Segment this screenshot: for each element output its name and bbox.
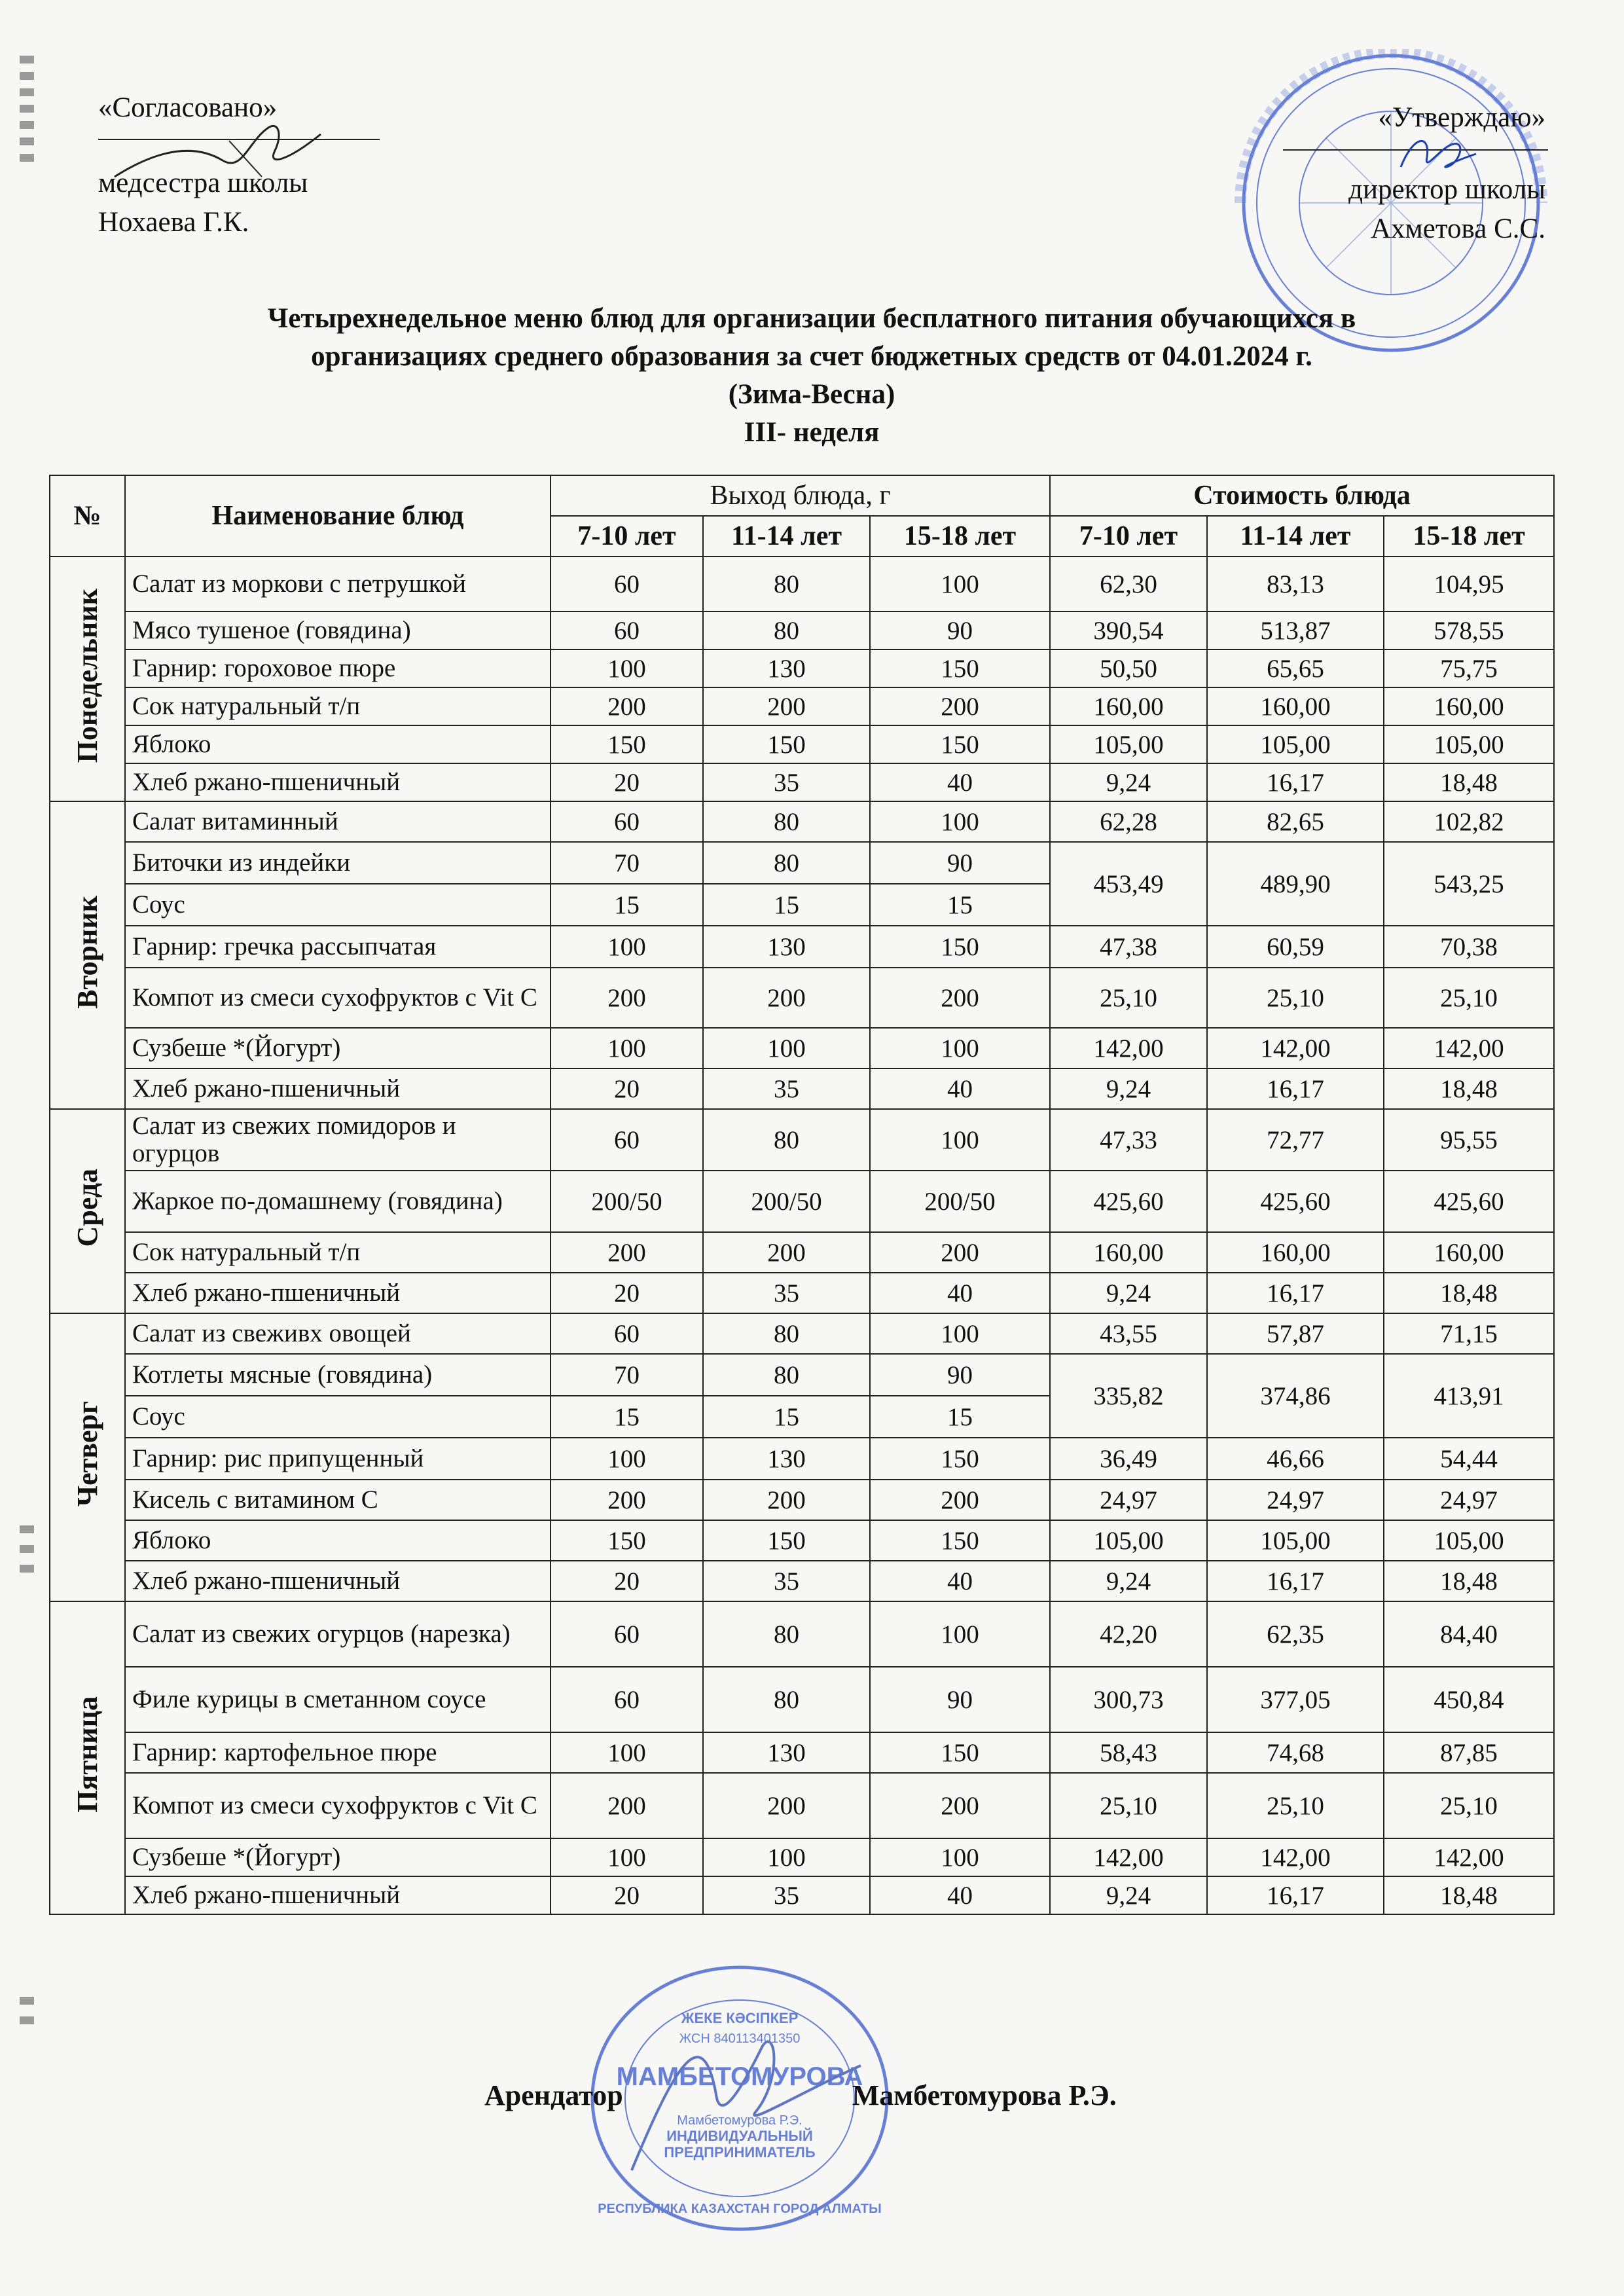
table-row [50,1667,1554,1732]
cost-cell: 42,20 [1050,1601,1207,1667]
col-header-num: № [50,475,125,556]
cost-cell: 104,95 [1384,556,1554,611]
yield-cell: 200 [870,1232,1050,1273]
dish-name: Биточки из индейки [125,842,550,884]
table-row [50,556,1554,611]
day-label: Вторник [71,895,103,1009]
title-line-1: Четырехнедельное меню блюд для организации бесплатного питания обучающихся в [267,303,1356,334]
cost-cell: 9,24 [1050,1273,1207,1313]
yield-cell: 35 [703,1068,870,1109]
cost-cell: 62,30 [1050,556,1207,611]
cost-cell: 54,44 [1384,1438,1554,1480]
cost-cell: 9,24 [1050,1068,1207,1109]
yield-cell: 35 [703,1561,870,1601]
cost-cell: 24,97 [1384,1480,1554,1520]
cost-cell: 425,60 [1384,1171,1554,1232]
cost-cell: 390,54 [1050,611,1207,649]
day-label: Среда [71,1169,103,1247]
yield-cell: 200 [870,968,1050,1028]
dish-name: Хлеб ржано-пшеничный [125,763,550,801]
table-row [50,1028,1554,1068]
yield-cell: 15 [870,1396,1050,1438]
yield-cell: 70 [550,842,703,884]
cost-cell: 142,00 [1050,1838,1207,1876]
cost-cell: 87,85 [1384,1732,1554,1773]
yield-cell: 150 [550,1520,703,1561]
yield-cell: 100 [550,1438,703,1480]
cost-cell: 142,00 [1384,1838,1554,1876]
cost-cell: 58,43 [1050,1732,1207,1773]
yield-cell: 35 [703,1876,870,1914]
seal-top-text: ЖЕКЕ КӘСІПКЕР [681,2010,799,2026]
yield-cell: 200 [703,1773,870,1838]
yield-cell: 200 [550,1480,703,1520]
yield-cell: 80 [703,1109,870,1171]
dish-name: Хлеб ржано-пшеничный [125,1273,550,1313]
table-row [50,687,1554,725]
yield-cell: 60 [550,611,703,649]
yield-cell: 90 [870,842,1050,884]
yield-cell: 15 [550,1396,703,1438]
seal-ru1-text: ИНДИВИДУАЛЬНЫЙ [666,2128,813,2144]
cost-cell: 18,48 [1384,1876,1554,1914]
day-cell [50,801,125,1109]
cost-cell: 335,82 [1050,1354,1207,1438]
table-row [50,649,1554,687]
approval-right-role: директор школы [1348,174,1545,205]
title-season: (Зима-Весна) [728,379,895,410]
cost-cell: 160,00 [1384,1232,1554,1273]
dish-name: Сок натуральный т/п [125,687,550,725]
cost-cell: 16,17 [1207,1273,1384,1313]
table-row [50,1480,1554,1520]
yield-cell: 200 [870,1773,1050,1838]
yield-cell: 20 [550,1561,703,1601]
dish-name: Яблоко [125,725,550,763]
yield-cell: 100 [703,1838,870,1876]
approval-left-role: медсестра школы [98,168,308,198]
cost-cell: 16,17 [1207,1876,1384,1914]
yield-cell: 130 [703,649,870,687]
cost-cell: 160,00 [1207,687,1384,725]
cost-cell: 62,35 [1207,1601,1384,1667]
day-cell [50,1313,125,1601]
yield-cell: 150 [870,1520,1050,1561]
yield-cell: 20 [550,1273,703,1313]
dish-name: Гарнир: рис припущенный [125,1438,550,1480]
yield-cell: 200 [550,1773,703,1838]
col-header-age: 11-14 лет [703,516,870,556]
footer-label: Арендатор [484,2079,623,2111]
footer-name: Мамбетомурова Р.Э. [852,2079,1117,2111]
col-header-age: 15-18 лет [1384,516,1554,556]
cost-cell: 84,40 [1384,1601,1554,1667]
yield-cell: 100 [870,1313,1050,1354]
seal-name-text: МАМБЕТОМУРОВА [616,2062,863,2091]
cost-cell: 75,75 [1384,649,1554,687]
cost-cell: 47,33 [1050,1109,1207,1171]
yield-cell: 100 [550,1732,703,1773]
cost-cell: 25,10 [1050,1773,1207,1838]
cost-cell: 18,48 [1384,1068,1554,1109]
col-header-age: 15-18 лет [870,516,1050,556]
cost-cell: 450,84 [1384,1667,1554,1732]
yield-cell: 40 [870,1876,1050,1914]
yield-cell: 60 [550,1109,703,1171]
yield-cell: 130 [703,926,870,968]
yield-cell: 15 [703,884,870,926]
yield-cell: 60 [550,1601,703,1667]
yield-cell: 40 [870,1561,1050,1601]
yield-cell: 100 [870,1838,1050,1876]
yield-cell: 60 [550,556,703,611]
yield-cell: 35 [703,763,870,801]
cost-cell: 105,00 [1384,1520,1554,1561]
yield-cell: 80 [703,1667,870,1732]
cost-cell: 25,10 [1207,1773,1384,1838]
cost-cell: 105,00 [1207,1520,1384,1561]
table-row [50,968,1554,1028]
cost-cell: 47,38 [1050,926,1207,968]
yield-cell: 200 [870,687,1050,725]
col-header-age: 7-10 лет [1050,516,1207,556]
dish-name: Компот из смеси сухофруктов с Vit C [125,968,550,1028]
yield-cell: 35 [703,1273,870,1313]
yield-cell: 200 [550,968,703,1028]
cost-cell: 105,00 [1050,725,1207,763]
table-row [50,801,1554,842]
table-row [50,1601,1554,1667]
table-row [50,1438,1554,1480]
yield-cell: 100 [703,1028,870,1068]
yield-cell: 130 [703,1732,870,1773]
binding-holes [0,0,46,2296]
dish-name: Хлеб ржано-пшеничный [125,1561,550,1601]
cost-cell: 25,10 [1384,1773,1554,1838]
table-row [50,1232,1554,1273]
dish-name: Жаркое по-домашнему (говядина) [125,1171,550,1232]
table-row [50,1561,1554,1601]
cost-cell: 18,48 [1384,763,1554,801]
yield-cell: 40 [870,763,1050,801]
cost-cell: 300,73 [1050,1667,1207,1732]
dish-name: Сузбеше *(Йогурт) [125,1838,550,1876]
table-row [50,1313,1554,1354]
seal-sub-text: Мамбетомурова Р.Э. [677,2113,803,2128]
day-cell [50,556,125,801]
yield-cell: 200/50 [550,1171,703,1232]
cost-cell: 18,48 [1384,1561,1554,1601]
table-row [50,1773,1554,1838]
table-row [50,1068,1554,1109]
cost-cell: 24,97 [1050,1480,1207,1520]
dish-name: Салат из свежих огурцов (нарезка) [125,1601,550,1667]
cost-cell: 74,68 [1207,1732,1384,1773]
cost-cell: 413,91 [1384,1354,1554,1438]
yield-cell: 80 [703,1313,870,1354]
dish-name: Салат витаминный [125,801,550,842]
dish-name: Гарнир: картофельное пюре [125,1732,550,1773]
page-title [118,300,1506,452]
table-row [50,763,1554,801]
yield-cell: 100 [550,649,703,687]
dish-name: Кисель с витамином С [125,1480,550,1520]
dish-name: Сузбеше *(Йогурт) [125,1028,550,1068]
yield-cell: 150 [870,1732,1050,1773]
cost-cell: 142,00 [1207,1028,1384,1068]
yield-cell: 80 [703,611,870,649]
dish-name: Котлеты мясные (говядина) [125,1354,550,1396]
director-signature [1394,128,1479,180]
cost-cell: 142,00 [1050,1028,1207,1068]
yield-cell: 20 [550,763,703,801]
yield-cell: 60 [550,801,703,842]
yield-cell: 200 [703,968,870,1028]
cost-cell: 95,55 [1384,1109,1554,1171]
dish-name: Гарнир: гречка рассыпчатая [125,926,550,968]
yield-cell: 200/50 [870,1171,1050,1232]
day-label: Четверг [71,1401,103,1507]
yield-cell: 100 [870,1109,1050,1171]
yield-cell: 80 [703,801,870,842]
yield-cell: 80 [703,1354,870,1396]
dish-name: Соус [125,884,550,926]
cost-cell: 425,60 [1050,1171,1207,1232]
cost-cell: 50,50 [1050,649,1207,687]
yield-cell: 150 [870,649,1050,687]
yield-cell: 130 [703,1438,870,1480]
day-cell [50,1601,125,1914]
yield-cell: 100 [870,556,1050,611]
yield-cell: 90 [870,1667,1050,1732]
yield-cell: 200 [703,1480,870,1520]
title-line-2: организациях среднего образования за счет бюджетных средств от 04.01.2024 г. [311,341,1312,372]
yield-cell: 15 [550,884,703,926]
cost-cell: 489,90 [1207,842,1384,926]
dish-name: Компот из смеси сухофруктов с Vit C [125,1773,550,1838]
table-row [50,725,1554,763]
cost-cell: 160,00 [1207,1232,1384,1273]
approval-left-name: Нохаева Г.К. [98,207,249,238]
yield-cell: 100 [550,1838,703,1876]
dish-name: Салат из свежих помидоров и огурцов [125,1109,550,1171]
cost-cell: 25,10 [1050,968,1207,1028]
cost-cell: 16,17 [1207,1068,1384,1109]
cost-cell: 142,00 [1207,1838,1384,1876]
menu-table [49,475,1555,1915]
cost-cell: 25,10 [1384,968,1554,1028]
yield-cell: 150 [703,725,870,763]
yield-cell: 200 [703,1232,870,1273]
cost-cell: 46,66 [1207,1438,1384,1480]
dish-name: Салат из свеживх овощей [125,1313,550,1354]
cost-cell: 36,49 [1050,1438,1207,1480]
table-row [50,1273,1554,1313]
cost-cell: 453,49 [1050,842,1207,926]
approval-right-name: Ахметова С.С. [1370,213,1545,244]
yield-cell: 150 [870,1438,1050,1480]
approval-right-label: «Утверждаю» [1378,102,1545,133]
day-label: Пятница [71,1696,103,1813]
cost-cell: 102,82 [1384,801,1554,842]
cost-cell: 82,65 [1207,801,1384,842]
yield-cell: 80 [703,842,870,884]
dish-name: Гарнир: гороховое пюре [125,649,550,687]
yield-cell: 60 [550,1667,703,1732]
cost-cell: 9,24 [1050,1561,1207,1601]
cost-cell: 83,13 [1207,556,1384,611]
cost-cell: 374,86 [1207,1354,1384,1438]
yield-cell: 20 [550,1876,703,1914]
table-row [50,1876,1554,1914]
yield-cell: 150 [870,926,1050,968]
yield-cell: 150 [870,725,1050,763]
dish-name: Хлеб ржано-пшеничный [125,1068,550,1109]
table-row [50,1838,1554,1876]
table-row [50,1171,1554,1232]
table-row [50,611,1554,649]
day-cell [50,1109,125,1313]
dish-name: Яблоко [125,1520,550,1561]
yield-cell: 15 [703,1396,870,1438]
cost-cell: 9,24 [1050,1876,1207,1914]
table-row [50,926,1554,968]
cost-cell: 25,10 [1207,968,1384,1028]
yield-cell: 40 [870,1068,1050,1109]
col-header-age: 7-10 лет [550,516,703,556]
cost-cell: 160,00 [1050,687,1207,725]
yield-cell: 90 [870,1354,1050,1396]
cost-cell: 65,65 [1207,649,1384,687]
yield-cell: 200 [870,1480,1050,1520]
yield-cell: 20 [550,1068,703,1109]
yield-cell: 100 [870,1601,1050,1667]
cost-cell: 57,87 [1207,1313,1384,1354]
day-label: Понедельник [71,588,103,763]
dish-name: Мясо тушеное (говядина) [125,611,550,649]
cost-cell: 160,00 [1384,687,1554,725]
dish-name: Салат из моркови с петрушкой [125,556,550,611]
cost-cell: 425,60 [1207,1171,1384,1232]
yield-cell: 100 [550,1028,703,1068]
cost-cell: 18,48 [1384,1273,1554,1313]
footer [484,2079,1117,2112]
yield-cell: 90 [870,611,1050,649]
cost-cell: 62,28 [1050,801,1207,842]
yield-cell: 200 [703,687,870,725]
cost-cell: 377,05 [1207,1667,1384,1732]
yield-cell: 100 [870,1028,1050,1068]
seal-id-text: ЖСН 840113401350 [679,2032,801,2046]
yield-cell: 40 [870,1273,1050,1313]
yield-cell: 200 [550,1232,703,1273]
seal-ru2-text: ПРЕДПРИНИМАТЕЛЬ [664,2144,816,2160]
table-row [50,1354,1554,1396]
dish-name: Хлеб ржано-пшеничный [125,1876,550,1914]
table-row [50,1520,1554,1561]
title-week: III- неделя [744,417,880,448]
cost-cell: 43,55 [1050,1313,1207,1354]
cost-cell: 9,24 [1050,763,1207,801]
yield-cell: 80 [703,556,870,611]
nurse-signature [111,115,327,187]
dish-name: Соус [125,1396,550,1438]
cost-cell: 16,17 [1207,763,1384,801]
cost-cell: 513,87 [1207,611,1384,649]
cost-cell: 16,17 [1207,1561,1384,1601]
yield-cell: 70 [550,1354,703,1396]
yield-cell: 100 [550,926,703,968]
col-header-name: Наименование блюд [125,475,550,556]
yield-cell: 200 [550,687,703,725]
table-row [50,842,1554,884]
cost-cell: 105,00 [1207,725,1384,763]
seal-ring-text: РЕСПУБЛИКА КАЗАХСТАН ГОРОД АЛМАТЫ [598,2202,882,2216]
cost-cell: 105,00 [1384,725,1554,763]
col-header-age: 11-14 лет [1207,516,1384,556]
col-header-yield: Выход блюда, г [550,475,1050,516]
col-header-cost: Стоимость блюда [1050,475,1554,516]
dish-name: Филе курицы в сметанном соусе [125,1667,550,1732]
cost-cell: 60,59 [1207,926,1384,968]
cost-cell: 70,38 [1384,926,1554,968]
yield-cell: 150 [703,1520,870,1561]
cost-cell: 72,77 [1207,1109,1384,1171]
table-row [50,1109,1554,1171]
yield-cell: 200/50 [703,1171,870,1232]
yield-cell: 80 [703,1601,870,1667]
table-row [50,1732,1554,1773]
yield-cell: 100 [870,801,1050,842]
cost-cell: 71,15 [1384,1313,1554,1354]
cost-cell: 105,00 [1050,1520,1207,1561]
approval-left-label: «Согласовано» [98,92,278,123]
yield-cell: 150 [550,725,703,763]
cost-cell: 160,00 [1050,1232,1207,1273]
dish-name: Сок натуральный т/п [125,1232,550,1273]
yield-cell: 15 [870,884,1050,926]
cost-cell: 142,00 [1384,1028,1554,1068]
yield-cell: 60 [550,1313,703,1354]
cost-cell: 24,97 [1207,1480,1384,1520]
cost-cell: 543,25 [1384,842,1554,926]
cost-cell: 578,55 [1384,611,1554,649]
